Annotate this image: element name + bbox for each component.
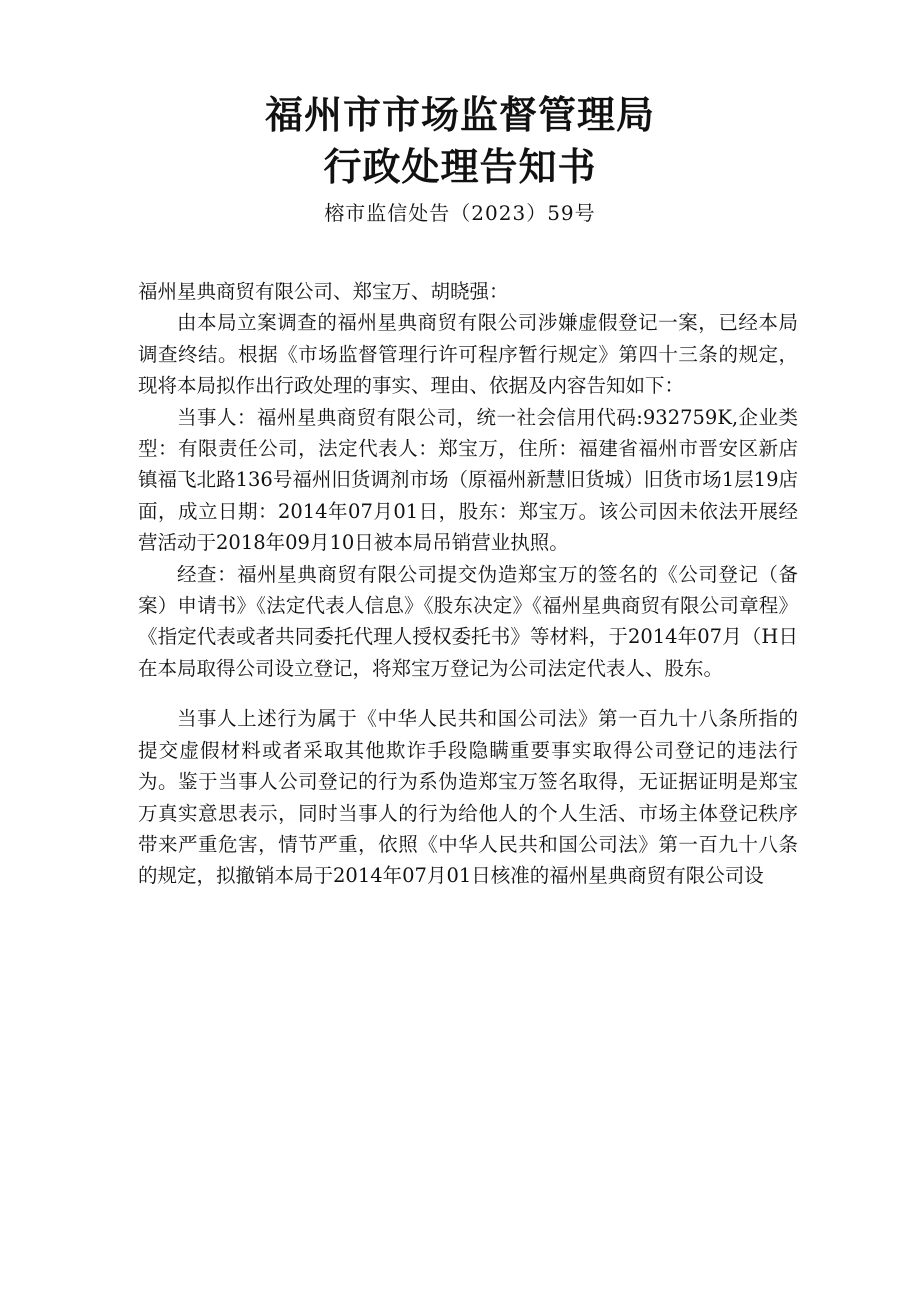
paragraph-findings: 经查：福州星典商贸有限公司提交伪造郑宝万的签名的《公司登记（备案）申请书》《法定代表人信息》《股东决定》《福州星典商贸有限公司章程》《指定代表或者共同委托代理人授权委托书》等材料，于2014年07月（H日在本局取得公司设立登记，将郑宝万登记为公司法定代表人、股东。 [138,562,798,680]
document-body [138,276,798,892]
document-title-line2: 行政处理告知书 [323,145,597,189]
paragraph-legal-basis: 当事人上述行为属于《中华人民共和国公司法》第一百九十八条所指的提交虚假材料或者采取其他欺诈手段隐瞒重要事实取得公司登记的违法行为。鉴于当事人公司登记的行为系伪造郑宝万签名取得，无证据证明是郑宝万真实意思表示，同时当事人的行为给他人的个人生活、市场主体登记秩序带来严重危害，情节严重，依照《中华人民共和国公司法》第一百九十八条的规定，拟撤销本局于2014年07月01日核准的福州星典商贸有限公司设 [138,707,798,888]
document-number: 榕市监信处告（2023）59号 [324,201,596,225]
paragraph-party-info: 当事人：福州星典商贸有限公司，统一社会信用代码:932759K,企业类型：有限责任公司，法定代表人：郑宝万，住所：福建省福州市晋安区新店镇福飞北路136号福州旧货调剂市场（原福州新慧旧货城）旧货市场1层19店面，成立日期：2014年07月01日，股东：郑宝万。该公司因未依法开展经营活动于2018年09月10日被本局吊销营业执照。 [138,405,798,555]
document-title-line1: 福州市市场监督管理局 [264,93,655,137]
addressee: 福州星典商贸有限公司、郑宝万、胡晓强： [138,280,509,303]
paragraph-intro: 由本局立案调查的福州星典商贸有限公司涉嫌虚假登记一案，已经本局调查终结。根据《市场监督管理行许可程序暂行规定》第四十三条的规定，现将本局拟作出行政处理的事实、理由、依据及内容告知如下： [138,311,798,398]
